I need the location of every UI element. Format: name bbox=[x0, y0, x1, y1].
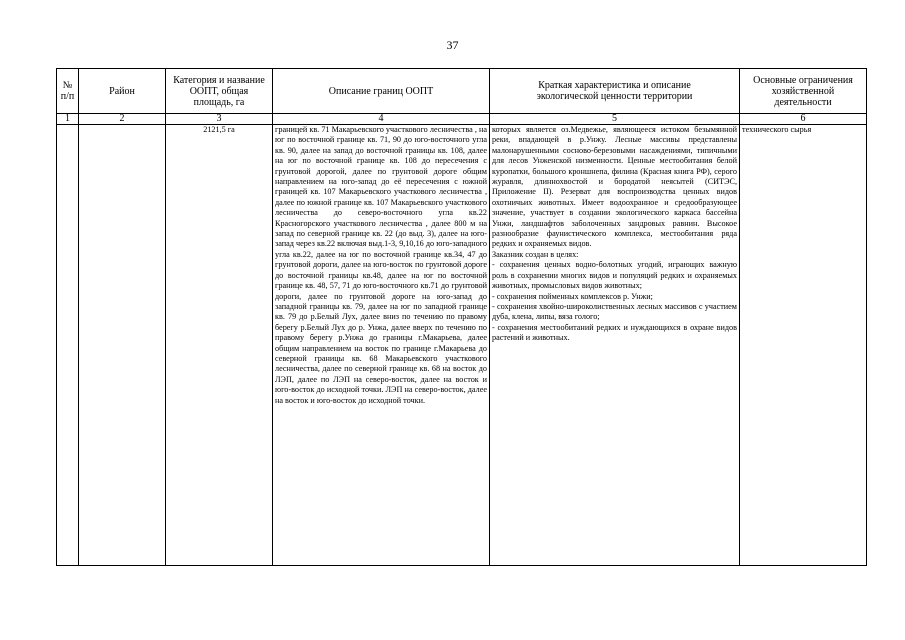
cell-restrictions: технического сырья bbox=[740, 125, 867, 566]
cell-district bbox=[79, 125, 166, 566]
oopt-table bbox=[56, 68, 867, 566]
header-num: № п/п bbox=[57, 69, 79, 114]
header-row bbox=[57, 69, 867, 114]
column-number: 1 bbox=[57, 114, 79, 125]
column-number: 5 bbox=[490, 114, 740, 125]
cell-num bbox=[57, 125, 79, 566]
cell-boundaries: границей кв. 71 Макарьевского участкового лесничества , на юг по восточной границе кв. 71, 90 до юго-восточного угла кв. 90, далее на запад до восточной границы кв. 108, далее на юг по восточной границе кв. 108 до пересечения с грунтовой дорогой, далее по грунтовой дороге общим направлением на юго-запад до её пересечения с южной границей кв. 107 Макарьевского участкового лесничества , далее по южной границе кв. 107 Макарьевского участкового лесничества до северо-восточного угла кв.22 Красногорского участкового лесничества , далее 800 м на запад по северной границе кв. 22 (до выд. 3), далее на юго-запад через кв.22 включая выд.1-3, 9,10,16 до юго-западного угла кв.22, далее на юг по восточной границе кв.34, 47 до грунтовой дороги, далее на юго-восток по грунтовой дороге до восточной границы кв.48, далее на юг по восточной границе кв. 48, 57, 71 до юго-восточного кв.71 до грунтовой дороги, далее по грунтовой дороге на юго-запад до западной границы кв. 79, далее на юг по западной границе кв. 79 до р.Белый Лух, далее вниз по течению по правому берегу р.Белый Лух до р. Унжа, далее вверх по течению по правому берегу р.Унжа до границы г.Макарьева, далее общим направлением на восток по границе г.Макарьева до северной границы кв. 68 Макарьевского участкового лесничества, далее по северной границе кв. 68 на восток до ЛЭП, далее по ЛЭП на северо-восток, далее на восток и юго-восток до исходной точки. ЛЭП на северо-восток, далее на восток и юго-восток до исходной точки. bbox=[273, 125, 490, 566]
column-number: 3 bbox=[166, 114, 273, 125]
column-number: 4 bbox=[273, 114, 490, 125]
table-row bbox=[57, 125, 867, 566]
cell-characteristics: которых является оз.Медвежье, являющееся истоком безымянной реки, впадающей в р.Унжу. Лесные массивы представлены малонарушенными сосново-березовыми насаждениями, типичными для лесов Унженской низменности. Ценные местообитания белой куропатки, большого кроншнепа, филина (Красная книга РФ), серого журавля, длиннохвостой и бородатой неясытей (СИТЭС, Приложение II). Резерват для воспроизводства ценных видов охотничьих животных. Имеет водоохранное и средообразующее значение, участвует в создании экологического каркаса бассейна Унжи, ландшафтов заболоченных зандровых равнин. Высокое разнообразие фаунистического комплекса, местообитания ряда редких и охраняемых видов. Заказник создан в целях: - сохранения ценных водно-болотных угодий, играющих важную роль в сохранении многих видов и популяций редких и охраняемых животных, промысловых видов животных; - сохранения пойменных комплексов р. Унжи; - сохранения хвойно-широколиственных лесных массивов с участием дуба, клена, липы, вяза голого; - сохранения местообитаний редких и нуждающихся в охране видов растений и животных. bbox=[490, 125, 740, 566]
cell-category: 2121,5 га bbox=[166, 125, 273, 566]
page-number: 37 bbox=[446, 38, 459, 52]
header-category: Категория и название ООПТ, общая площадь, га bbox=[166, 69, 273, 114]
column-number: 2 bbox=[79, 114, 166, 125]
header-boundaries: Описание границ ООПТ bbox=[273, 69, 490, 114]
column-number: 6 bbox=[740, 114, 867, 125]
header-district: Район bbox=[79, 69, 166, 114]
header-characteristics: Краткая характеристика и описание экологической ценности территории bbox=[490, 69, 740, 114]
column-number-row bbox=[57, 114, 867, 125]
header-restrictions: Основные ограничения хозяйственной деятельности bbox=[740, 69, 867, 114]
